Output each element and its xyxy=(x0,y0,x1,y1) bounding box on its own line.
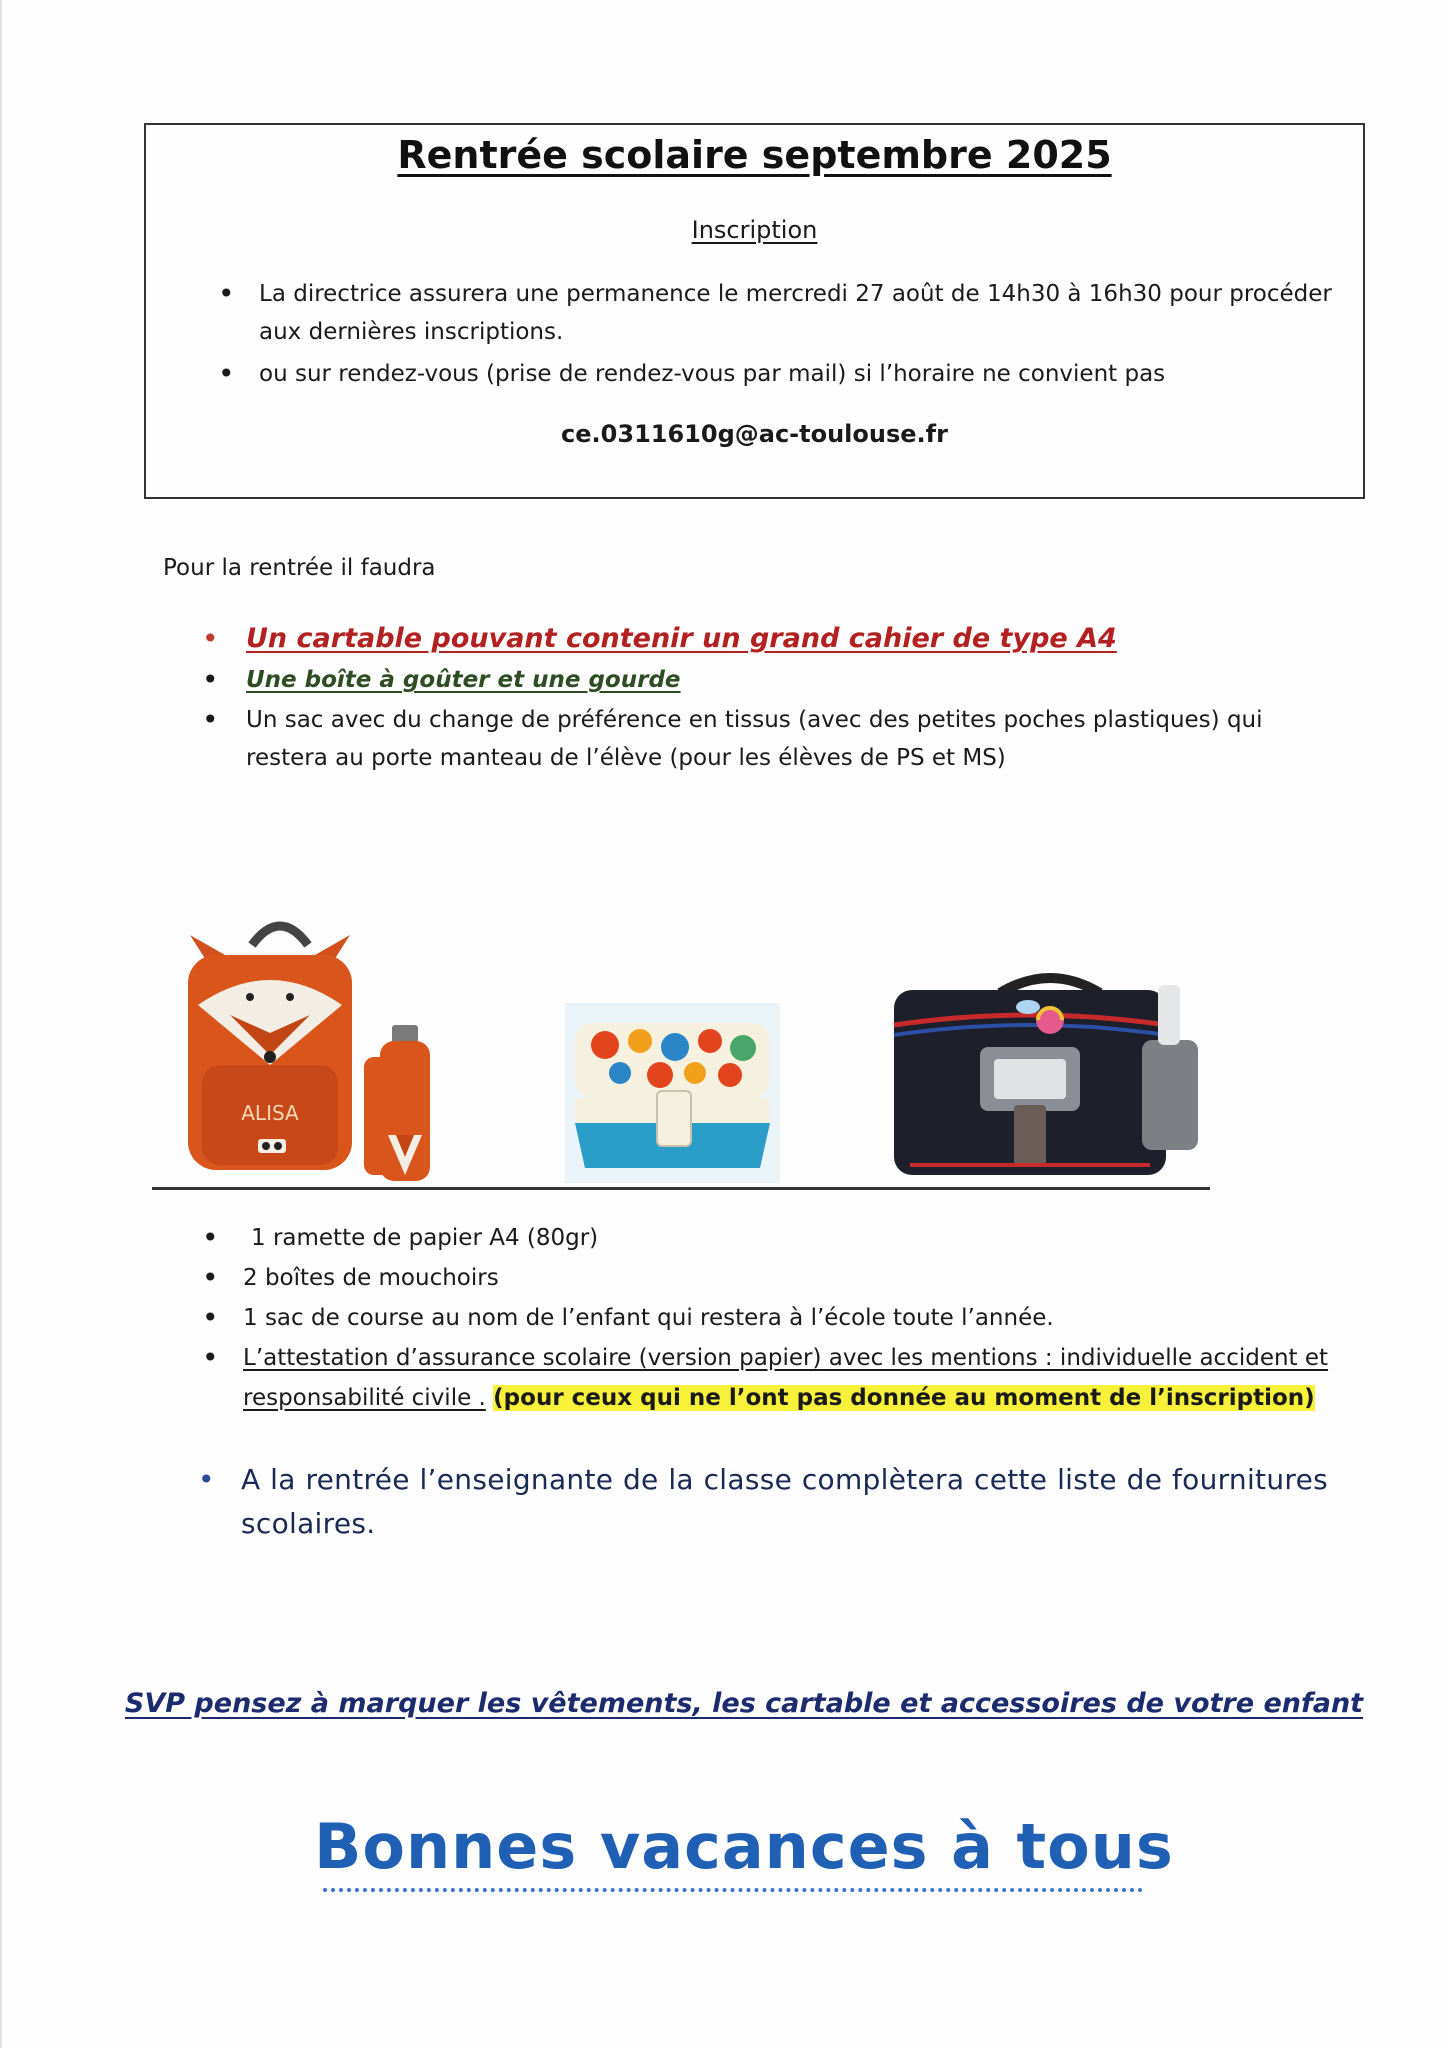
bullet-icon: • xyxy=(202,622,219,655)
list-item xyxy=(200,1298,1330,1338)
supplies-pictures xyxy=(150,905,1230,1185)
supply-item: 1 sac de course au nom de l’enfant qui restera à l’école toute l’année. xyxy=(243,1305,1054,1331)
list-item xyxy=(200,620,1330,659)
reminder-text: SVP pensez à marquer les vêtements, les cartable et accessoires de votre enfant xyxy=(124,1688,1364,1719)
farewell-underline xyxy=(323,1888,1143,1892)
satchel-image xyxy=(890,965,1210,1180)
snack-box-requirement: Une boîte à goûter et une gourde xyxy=(246,667,681,693)
page-title: Rentrée scolaire septembre 2025 xyxy=(397,133,1112,177)
bullet-icon: • xyxy=(202,703,219,736)
teacher-note: A la rentrée l’enseignante de la classe complètera cette liste de fournitures scolaires. xyxy=(241,1463,1328,1540)
inscription-box xyxy=(144,123,1365,499)
supplies-list xyxy=(200,1218,1330,1418)
water-bottle-image xyxy=(370,1025,440,1185)
list-item xyxy=(200,1218,1330,1258)
lunch-box-image xyxy=(565,1003,780,1183)
needs-list xyxy=(200,620,1330,777)
list-item xyxy=(200,1338,1330,1418)
teacher-note-list xyxy=(198,1458,1328,1546)
section-subtitle: Inscription xyxy=(691,216,818,244)
inscription-list xyxy=(146,275,1363,397)
list-item: • La directrice assurera une permanence le mercredi 27 août de 14h30 à 16h30 pour procéder aux dernières inscriptions. xyxy=(146,275,1363,351)
bullet-icon: • xyxy=(202,663,219,696)
bullet-icon: • xyxy=(202,1221,219,1254)
insurance-highlight: (pour ceux qui ne l’ont pas donnée au moment de l’inscription) xyxy=(493,1385,1315,1411)
backpack-name: ALISA xyxy=(241,1101,299,1125)
contact-email: ce.0311610g@ac-toulouse.fr xyxy=(561,420,948,448)
list-item xyxy=(200,661,1330,699)
supply-item: 1 ramette de papier A4 (80gr) xyxy=(251,1225,599,1251)
bullet-icon: • xyxy=(202,1301,219,1334)
list-item: • ou sur rendez-vous (prise de rendez-vous par mail) si l’horaire ne convient pas xyxy=(146,355,1363,393)
insurance-requirement: L’attestation d’assurance scolaire (version papier) avec les mentions : individuelle accident et responsabilité civile . xyxy=(243,1345,1329,1411)
supply-item: 2 boîtes de mouchoirs xyxy=(243,1265,499,1291)
scan-edge xyxy=(0,0,2,2048)
bullet-icon: • xyxy=(202,1261,219,1294)
divider-line xyxy=(152,1187,1210,1190)
intro-text: Pour la rentrée il faudra xyxy=(163,555,436,581)
change-bag-requirement: Un sac avec du change de préférence en tissus (avec des petites poches plastiques) qui restera au porte manteau de l’élève (pour les élèves de PS et MS) xyxy=(246,707,1263,771)
farewell-text: Bonnes vacances à tous xyxy=(314,1810,1174,1883)
schoolbag-requirement: Un cartable pouvant contenir un grand cahier de type A4 xyxy=(246,623,1117,654)
list-item xyxy=(198,1458,1328,1546)
bullet-icon: • xyxy=(198,1463,215,1496)
bullet-icon: • xyxy=(202,1341,219,1374)
list-item xyxy=(200,1258,1330,1298)
list-item xyxy=(200,701,1330,777)
